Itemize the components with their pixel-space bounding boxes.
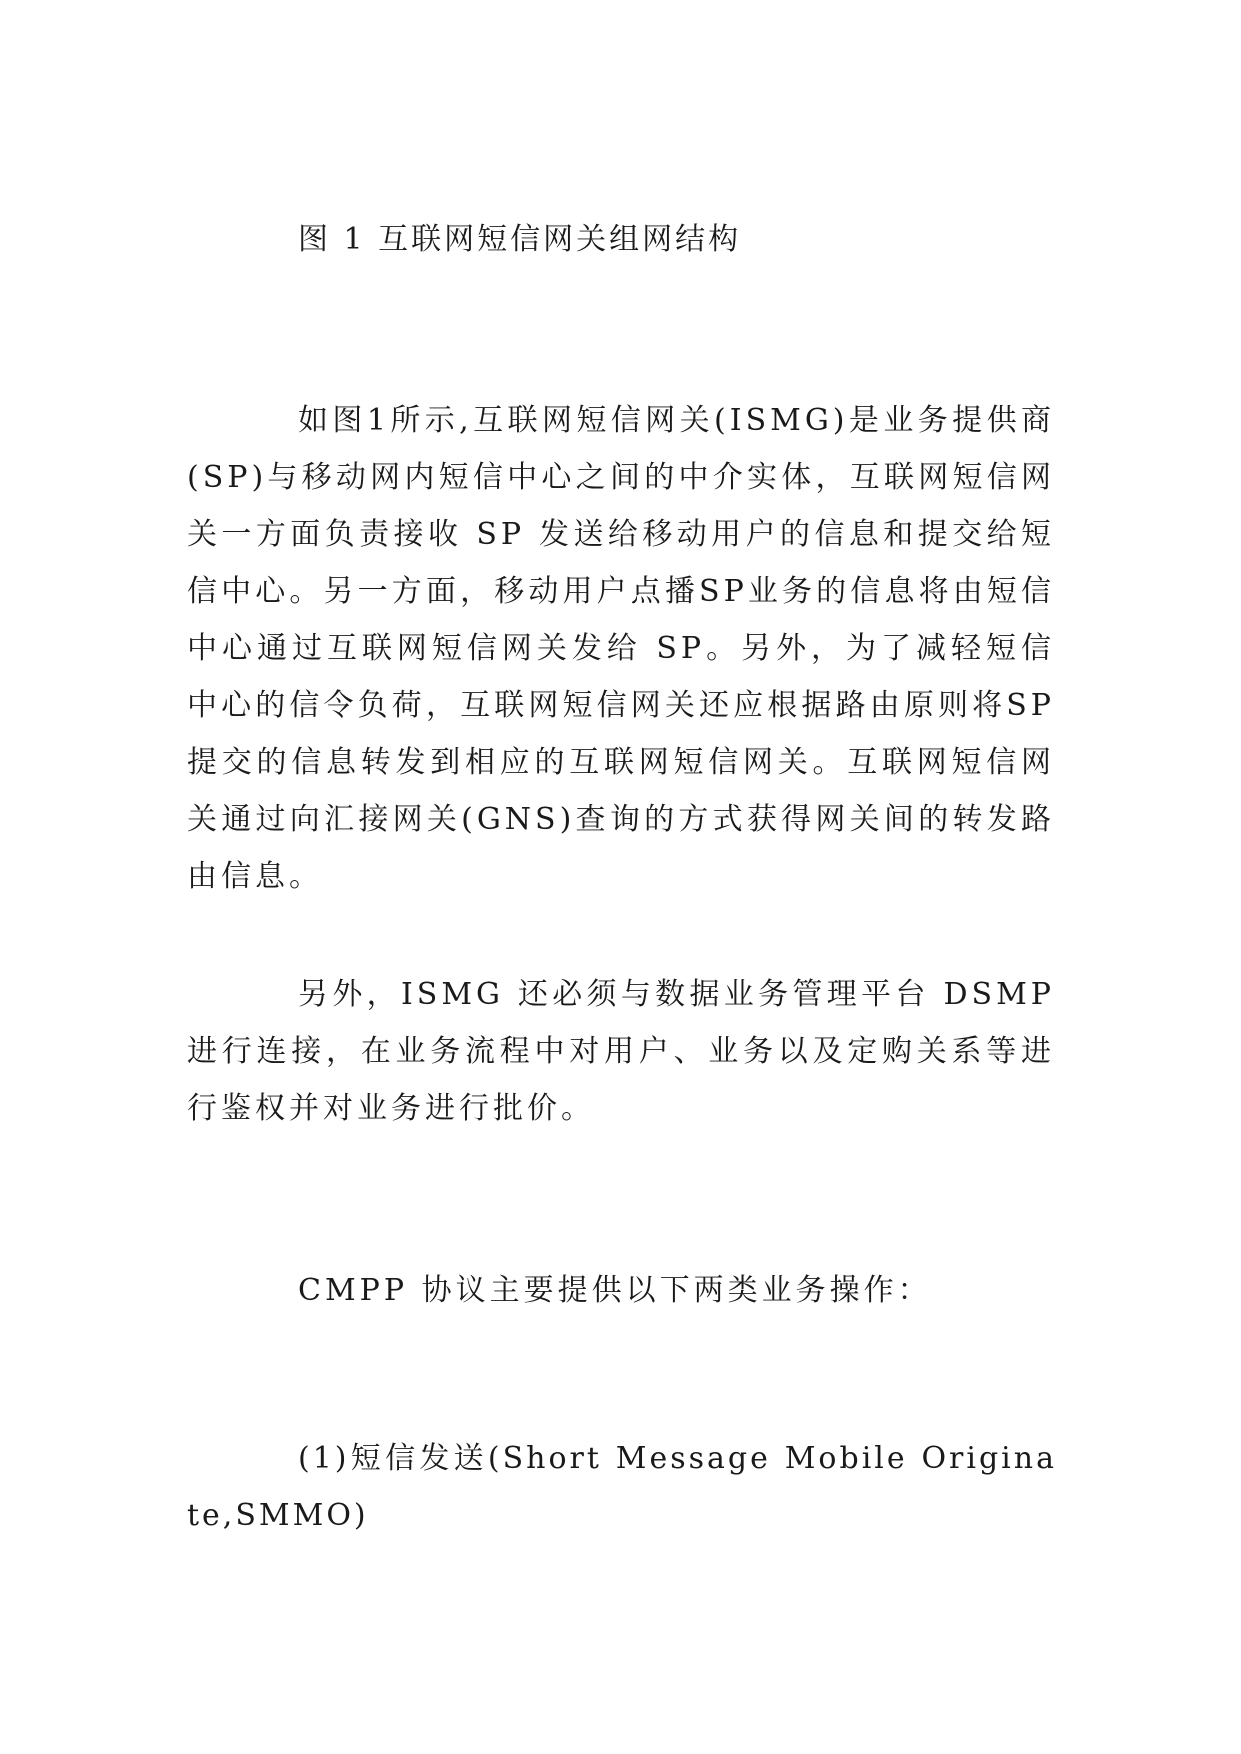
figure-caption: 图 1 互联网短信网关组网结构	[298, 222, 742, 257]
paragraph-dsmp-connection: 另外，ISMG 还必须与数据业务管理平台 DSMP 进行连接，在业务流程中对用户、业务以及定购关系等进行鉴权并对业务进行批价。	[187, 977, 1055, 1126]
paragraph-cmpp-operations: CMPP 协议主要提供以下两类业务操作：	[298, 1273, 932, 1308]
list-item-sms-send: (1)短信发送(Short Message Mobile Originate,SMMO)	[187, 1441, 1057, 1533]
paragraph-ismg-description: 如图1所示,互联网短信网关(ISMG)是业务提供商(SP)与移动网内短信中心之间的中介实体，互联网短信网关一方面负责接收 SP 发送给移动用户的信息和提交给短信中心。另一方面，移动用户点播SP业务的信息将由短信中心通过互联网短信网关发给 SP。另外，为了减轻短信中心的信令负荷，互联网短信网关还应根据路由原则将SP提交的信息转发到相应的互联网短信网关。互联网短信网关通过向汇接网关(GNS)查询的方式获得网关间的转发路由信息。	[187, 403, 1055, 894]
